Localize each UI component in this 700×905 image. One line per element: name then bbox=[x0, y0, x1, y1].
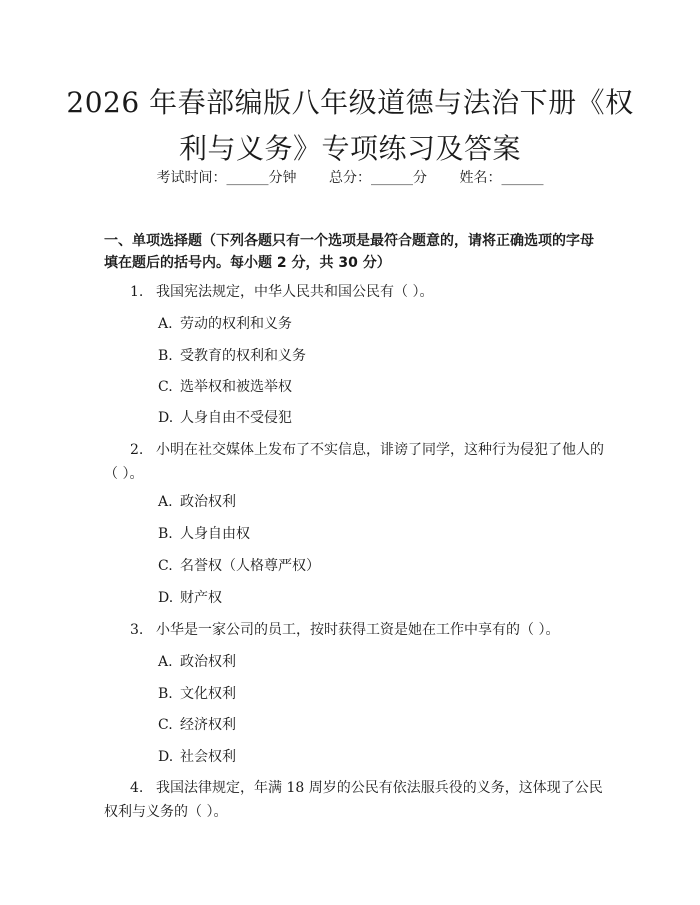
option-2d bbox=[158, 588, 222, 608]
option-2b bbox=[158, 524, 250, 544]
option-text: 经济权利 bbox=[180, 717, 236, 733]
option-text: 社会权利 bbox=[180, 749, 236, 765]
title-line-1: 2026 年春部编版八年级道德与法治下册《权 bbox=[66, 86, 634, 119]
option-1a bbox=[158, 314, 292, 334]
option-letter: B. bbox=[158, 348, 173, 364]
option-letter: B. bbox=[158, 526, 173, 542]
option-3c bbox=[158, 715, 236, 735]
option-2a bbox=[158, 492, 236, 512]
option-letter: D. bbox=[158, 590, 174, 606]
question-number: 1. bbox=[130, 284, 144, 300]
question-text: 我国宪法规定，中华人民共和国公民有（ ）。 bbox=[156, 284, 434, 300]
question-text: 小华是一家公司的员工，按时获得工资是她在工作中享有的（ ）。 bbox=[156, 622, 560, 638]
option-text: 财产权 bbox=[180, 590, 222, 606]
option-text: 文化权利 bbox=[180, 686, 236, 702]
option-letter: A. bbox=[158, 316, 173, 332]
option-letter: C. bbox=[158, 717, 173, 733]
question-text-line-1: 小明在社交媒体上发布了不实信息，诽谤了同学，这种行为侵犯了他人的 bbox=[156, 442, 604, 458]
option-letter: A. bbox=[158, 654, 173, 670]
option-text: 劳动的权利和义务 bbox=[180, 316, 292, 332]
option-text: 名誉权（人格尊严权） bbox=[180, 558, 320, 574]
option-3a bbox=[158, 652, 236, 672]
option-1c bbox=[158, 377, 292, 397]
section-heading-line-1: 一、单项选择题（下列各题只有一个选项是最符合题意的，请将正确选项的字母 bbox=[104, 233, 594, 249]
question-text-line-2: 权利与义务的（ ）。 bbox=[104, 804, 228, 820]
option-letter: B. bbox=[158, 686, 173, 702]
option-2c bbox=[158, 556, 320, 576]
option-letter: A. bbox=[158, 494, 173, 510]
option-3d bbox=[158, 747, 236, 767]
question-number: 4. bbox=[130, 780, 144, 796]
option-3b bbox=[158, 684, 236, 704]
section-heading-line-2: 填在题后的括号内。每小题 2 分，共 30 分） bbox=[104, 255, 391, 271]
option-text: 政治权利 bbox=[180, 654, 236, 670]
option-text: 政治权利 bbox=[180, 494, 236, 510]
option-letter: D. bbox=[158, 410, 174, 426]
question-1 bbox=[104, 280, 604, 304]
option-1b bbox=[158, 346, 306, 366]
option-text: 选举权和被选举权 bbox=[180, 379, 292, 395]
section-heading bbox=[104, 230, 614, 274]
question-text-line-2: （ ）。 bbox=[104, 466, 144, 482]
exam-info bbox=[0, 168, 700, 188]
title-line-2: 利与义务》专项练习及答案 bbox=[178, 132, 521, 165]
question-3 bbox=[104, 618, 604, 642]
option-1d bbox=[158, 408, 292, 428]
exam-time-field: 考试时间：______分钟 bbox=[156, 170, 297, 186]
option-letter: C. bbox=[158, 379, 173, 395]
question-4 bbox=[104, 776, 604, 824]
question-2 bbox=[104, 438, 604, 486]
question-number: 3. bbox=[130, 622, 144, 638]
option-letter: D. bbox=[158, 749, 174, 765]
option-text: 受教育的权利和义务 bbox=[180, 348, 306, 364]
exam-score-field: 总分：______分 bbox=[329, 170, 427, 186]
option-letter: C. bbox=[158, 558, 173, 574]
document-title bbox=[60, 80, 640, 172]
option-text: 人身自由不受侵犯 bbox=[180, 410, 292, 426]
exam-name-field: 姓名：______ bbox=[459, 170, 544, 186]
question-text-line-1: 我国法律规定，年满 18 周岁的公民有依法服兵役的义务，这体现了公民 bbox=[156, 780, 603, 796]
question-number: 2. bbox=[130, 442, 144, 458]
option-text: 人身自由权 bbox=[180, 526, 250, 542]
